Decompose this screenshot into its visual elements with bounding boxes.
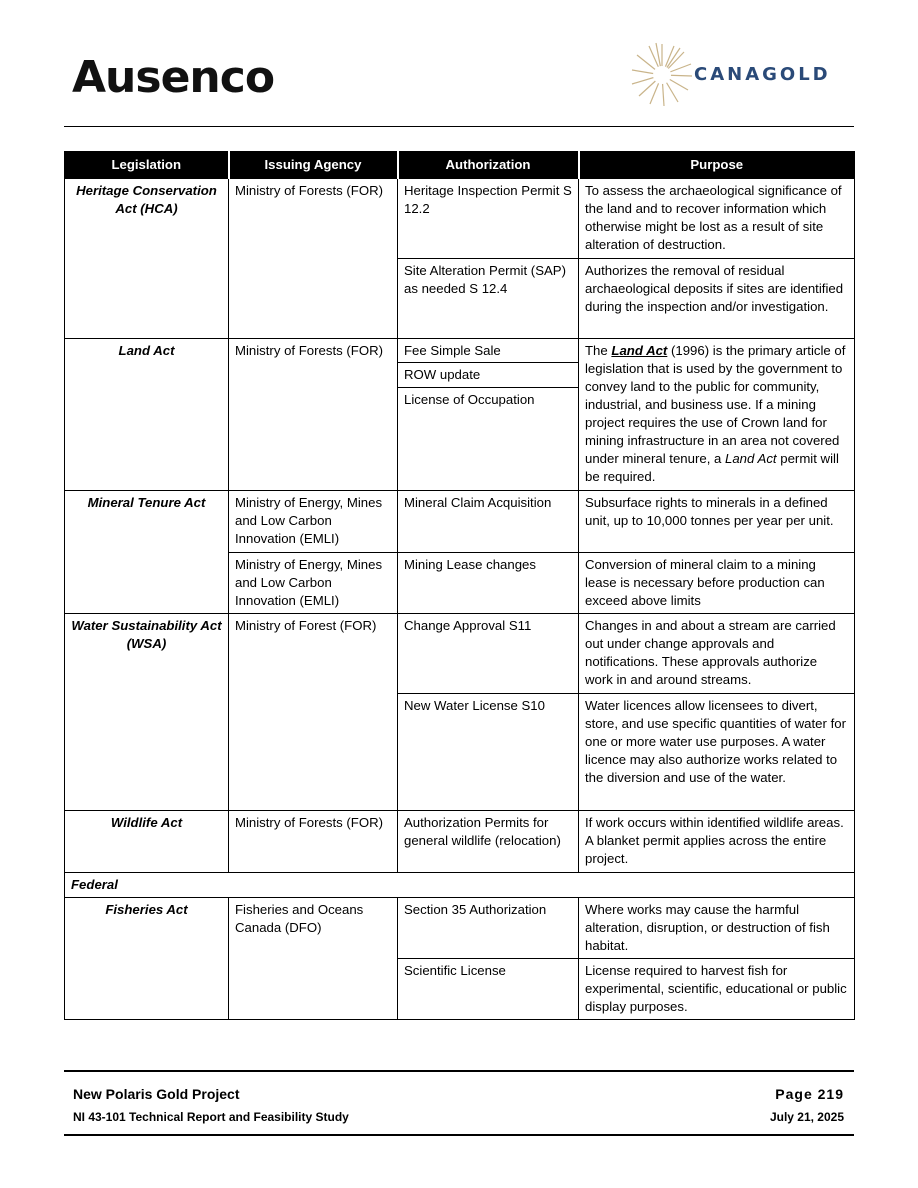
agency-wildlife: Ministry of Forests (FOR): [229, 811, 398, 873]
purpose-site-alteration: Authorizes the removal of residual archaeological deposits if sites are identified during the inspection and/or investigation.: [579, 259, 855, 339]
auth-fee-simple-sale: Fee Simple Sale: [398, 339, 579, 363]
purpose-land-act: [579, 339, 855, 491]
auth-section-35: Section 35 Authorization: [398, 898, 579, 959]
auth-row-update: ROW update: [398, 363, 579, 388]
permits-table: [64, 151, 855, 1020]
purpose-mining-lease: Conversion of mineral claim to a mining lease is necessary before production can exceed above limits: [579, 553, 855, 614]
purpose-wildlife: If work occurs within identified wildlife areas. A blanket permit applies across the entire project.: [579, 811, 855, 873]
footer-project-name: New Polaris Gold Project: [73, 1086, 240, 1102]
auth-license-of-occupation: License of Occupation: [398, 388, 579, 491]
purpose-new-water-license: Water licences allow licensees to divert, store, and use specific quantities of water for one or more water use purposes. A water licence may also authorize works related to the diversion and use of the water.: [579, 694, 855, 811]
purpose-heritage-inspection: To assess the archaeological significance of the land and to recover information which otherwise might be lost as a result of site alteration of destruction.: [579, 179, 855, 259]
agency-land-act: Ministry of Forests (FOR): [229, 339, 398, 491]
table-header-row: [65, 152, 855, 179]
auth-mineral-claim: Mineral Claim Acquisition: [398, 491, 579, 553]
purpose-section-35: Where works may cause the harmful alteration, disruption, or destruction of fish habitat.: [579, 898, 855, 959]
auth-wildlife-permits: Authorization Permits for general wildlife (relocation): [398, 811, 579, 873]
legislation-fisheries: Fisheries Act: [65, 898, 229, 1020]
agency-wsa: Ministry of Forest (FOR): [229, 614, 398, 811]
agency-hca: Ministry of Forests (FOR): [229, 179, 398, 339]
header-rule: [64, 126, 854, 127]
legislation-hca: Heritage Conservation Act (HCA): [65, 179, 229, 339]
purpose-land-text-3: permit will be required.: [585, 451, 839, 484]
auth-site-alteration: Site Alteration Permit (SAP) as needed S 12.4: [398, 259, 579, 339]
purpose-land-text-2: (1996) is the primary article of legislation that is used by the government to convey land to the public for community, industrial, and business use. If a mining project requires the use of Crown land for mining infrastructure in an area not covered under mineral tenure, a: [585, 343, 846, 466]
purpose-land-act-ref-2: Land Act: [725, 451, 777, 466]
legislation-mineral-tenure: Mineral Tenure Act: [65, 491, 229, 614]
footer-date: July 21, 2025: [769, 1110, 844, 1124]
table-row: [65, 179, 855, 259]
footer-rule-bottom: [64, 1134, 854, 1136]
agency-mineral-2: Ministry of Energy, Mines and Low Carbon Innovation (EMLI): [229, 553, 398, 614]
header-issuing-agency: Issuing Agency: [229, 152, 398, 179]
canagold-wordmark: CANAGOLD: [694, 64, 831, 85]
agency-mineral-1: Ministry of Energy, Mines and Low Carbon Innovation (EMLI): [229, 491, 398, 553]
legislation-land-act: Land Act: [65, 339, 229, 491]
header-authorization: Authorization: [398, 152, 579, 179]
agency-fisheries: Fisheries and Oceans Canada (DFO): [229, 898, 398, 1020]
table-row: [65, 491, 855, 553]
table-row: [65, 339, 855, 363]
header-purpose: Purpose: [579, 152, 855, 179]
footer-report-title: NI 43-101 Technical Report and Feasibility Study: [73, 1110, 349, 1124]
section-federal: Federal: [65, 873, 855, 898]
auth-change-approval: Change Approval S11: [398, 614, 579, 694]
table-row: [65, 811, 855, 873]
purpose-mineral-claim: Subsurface rights to minerals in a defined unit, up to 10,000 tonnes per year per unit.: [579, 491, 855, 553]
legislation-wsa: Water Sustainability Act (WSA): [65, 614, 229, 811]
table-row: [65, 898, 855, 959]
canagold-logo: [630, 42, 850, 108]
sun-burst-icon: [630, 42, 694, 108]
legislation-wildlife: Wildlife Act: [65, 811, 229, 873]
header-legislation: Legislation: [65, 152, 229, 179]
purpose-land-text-1: The: [585, 343, 612, 358]
purpose-land-act-ref: Land Act: [611, 343, 668, 358]
table-row: [65, 873, 855, 898]
auth-heritage-inspection: Heritage Inspection Permit S 12.2: [398, 179, 579, 259]
auth-new-water-license: New Water License S10: [398, 694, 579, 811]
footer-rule-top: [64, 1070, 854, 1072]
auth-scientific-license: Scientific License: [398, 959, 579, 1020]
purpose-change-approval: Changes in and about a stream are carried out under change approvals and notifications. These approvals authorize work in and around streams.: [579, 614, 855, 694]
table-row: [65, 614, 855, 694]
footer-page-number: Page 219: [775, 1086, 844, 1102]
auth-mining-lease: Mining Lease changes: [398, 553, 579, 614]
purpose-scientific-license: License required to harvest fish for experimental, scientific, educational or public display purposes.: [579, 959, 855, 1020]
ausenco-logo: Ausenco: [72, 52, 275, 103]
